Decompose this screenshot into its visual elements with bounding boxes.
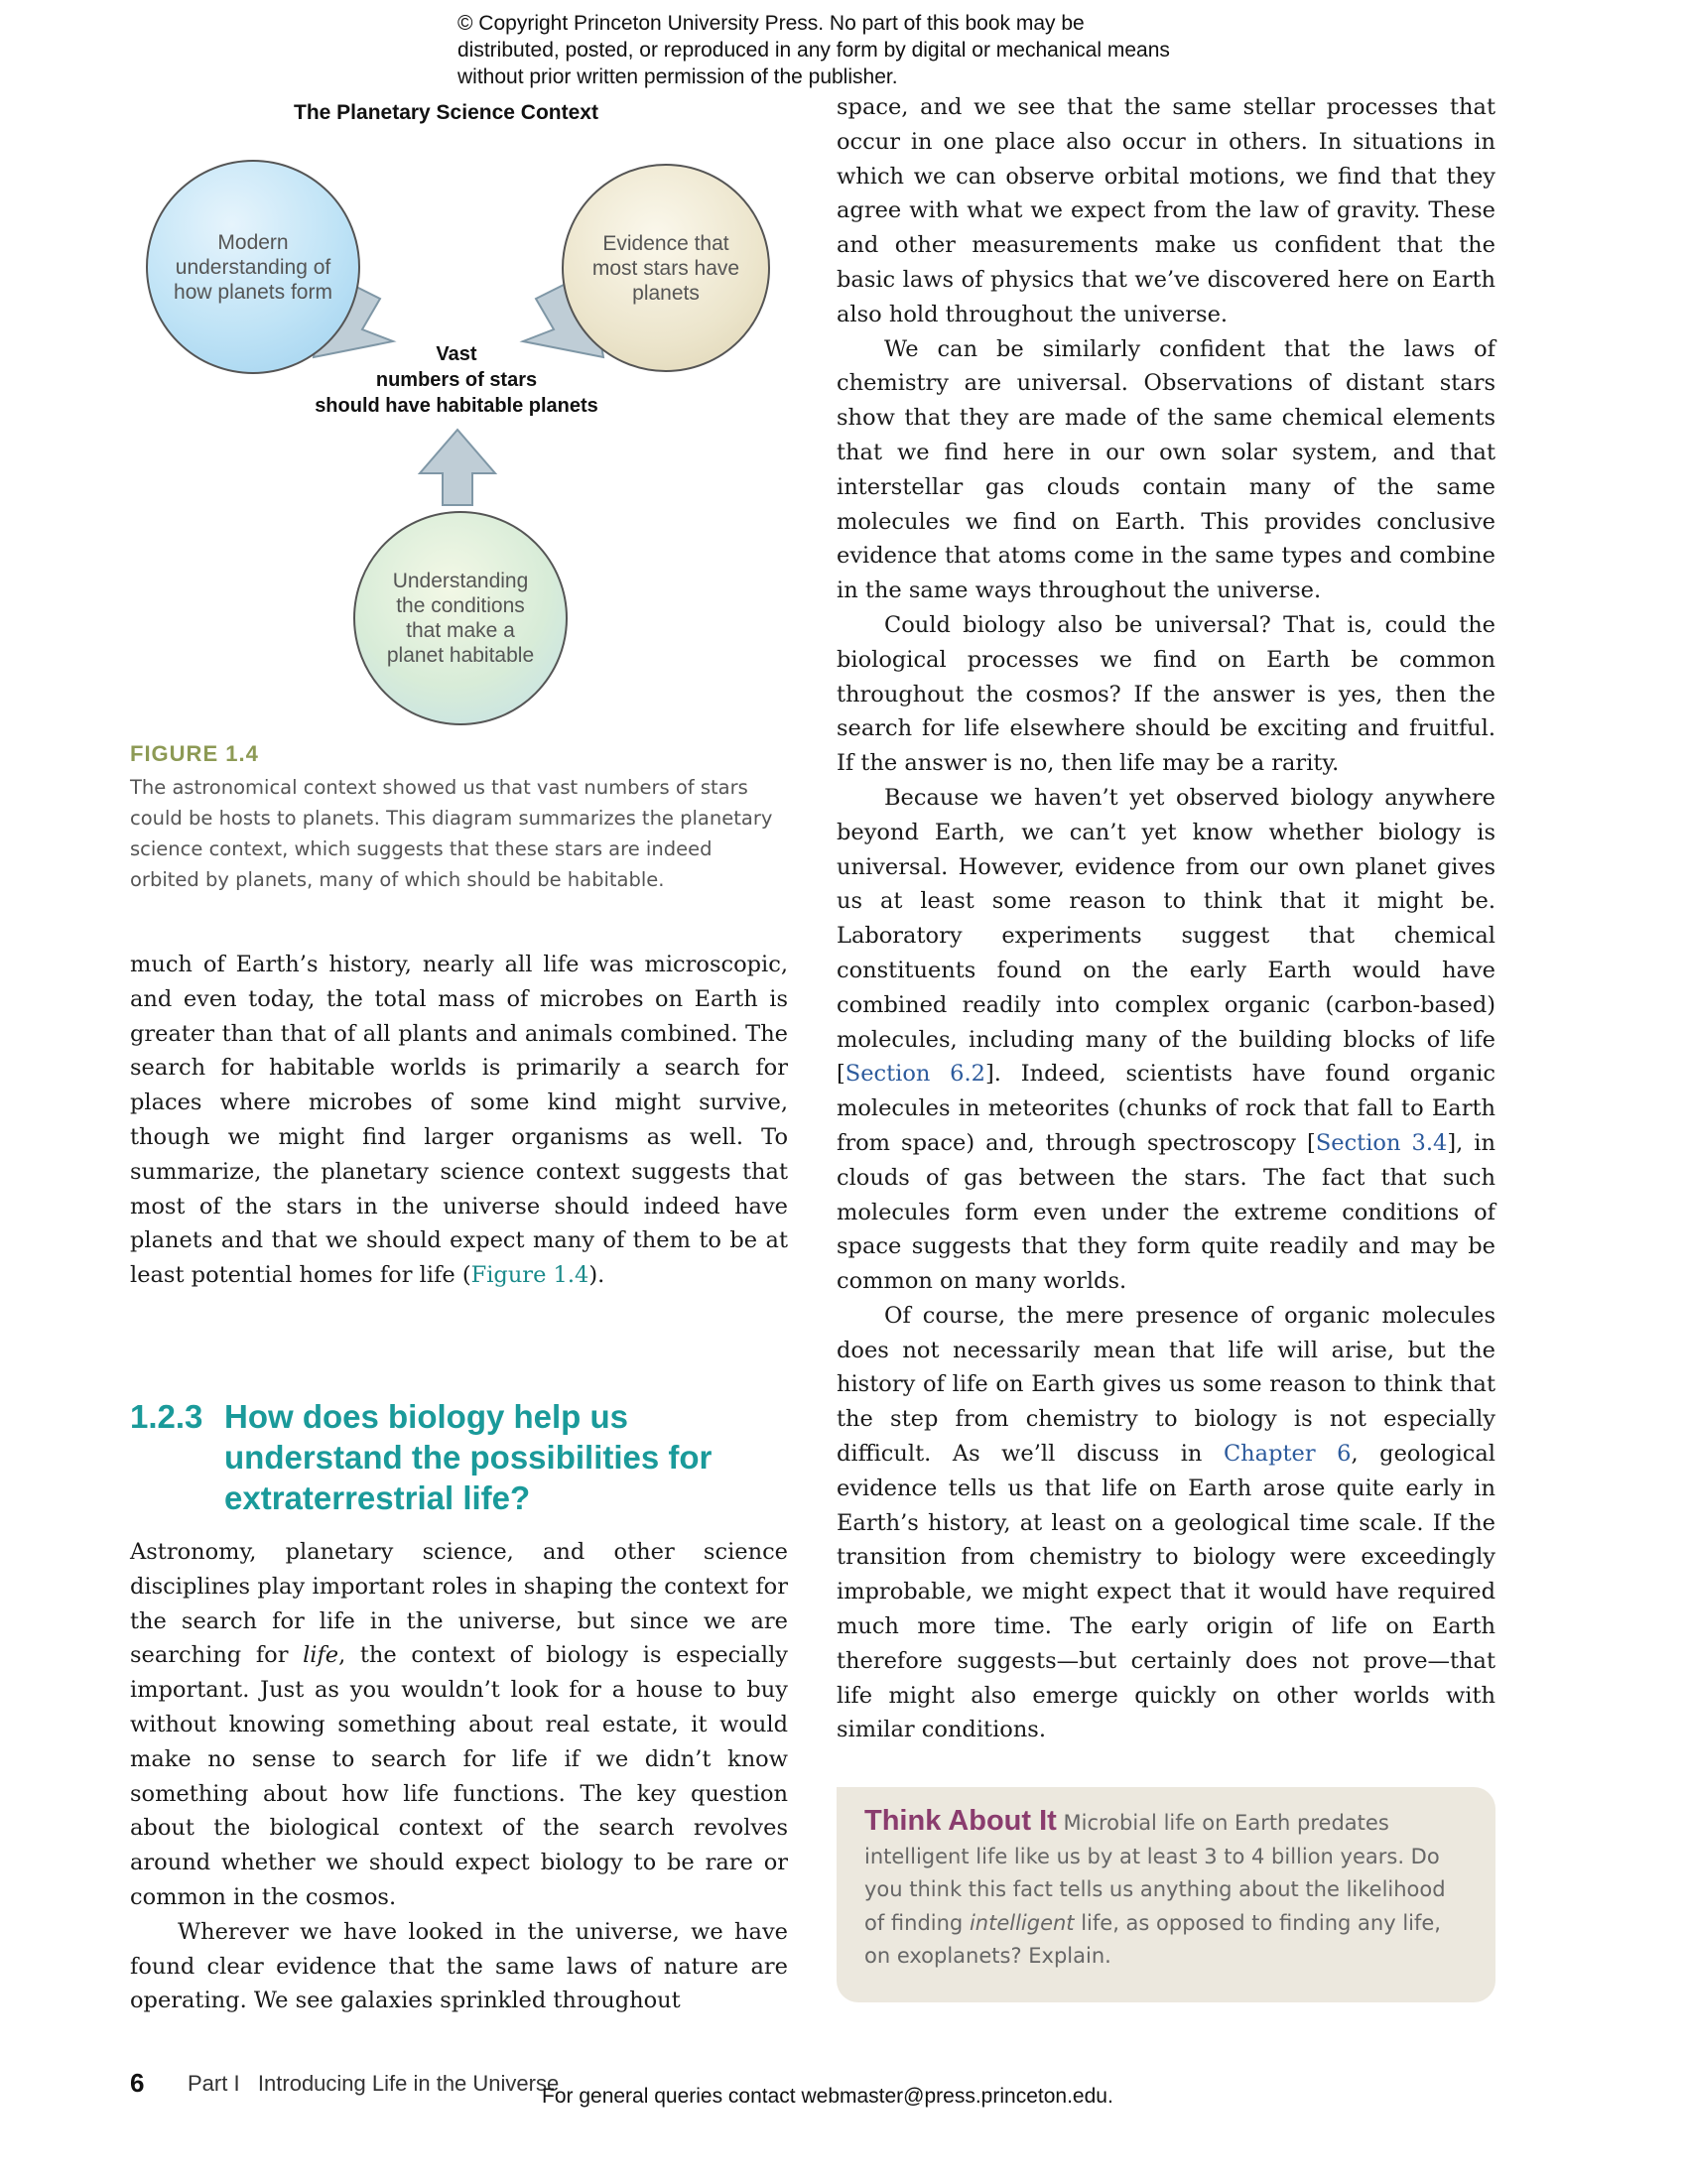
paragraph: Wherever we have looked in the universe, we have found clear evidence that the same laws of nature are operating. We see galaxies sprinkled throughout — [130, 1918, 788, 2014]
circle-habitability — [353, 511, 568, 725]
paragraph: We can be similarly confident that the laws of chemistry are universal. Observations of distant stars show that they are made of the same chemical elements that we find here in our own solar system, and that interstellar gas clouds contain many of the same molecules we find on Earth. This provides conclusive evidence that atoms come in the same types and combine in the same ways throughout the universe. — [837, 335, 1495, 604]
paragraph: Could biology also be universal? That is, could the biological processes we find on Earth be common throughout the cosmos? If the answer is yes, then the search for life elsewhere should be exciting and fruitful. If the answer is no, then life may be a rarity. — [837, 611, 1495, 777]
paragraph: Because we haven’t yet observed biology anywhere beyond Earth, we can’t yet know whether biology is universal. However, evidence from our own planet gives us at least some reason to think that it might be. Laboratory experiments suggest that chemical constituents found on the early Earth would have combined readily into complex organic (carbon-based) molecules, including many of the building blocks of life [Section 6.2]. Indeed, scientists have found organic molecules in meteorites (chunks of rock that fall to Earth from space) and, through spectroscopy [Section 3.4], in clouds of gas between the stars. The fact that such molecules form even under the extreme conditions of space suggests that they form quite readily and may be common on many worlds. — [837, 784, 1496, 1295]
paragraph: much of Earth’s history, nearly all life was microscopic, and even today, the total mass of microbes on Earth is greater than that of all plants and animals combined. The search for habitable worlds is primarily a search for places where microbes of some kind might survive, though we might find larger organisms as well. To summarize, the planetary science context suggests that most of the stars in the universe should indeed have planets and that we should expect many of them to be at least potential homes for life (Figure 1.4). — [130, 952, 788, 1289]
section-number: 1.2.3 — [130, 1398, 203, 1435]
left-column-bottom — [130, 1535, 788, 2018]
copyright-notice: © Copyright Princeton University Press. No part of this book may be distributed, posted, or reproduced in any form by digital or mechanical means without prior written permission of the publisher. — [457, 12, 1170, 88]
paragraph: Of course, the mere presence of organic molecules does not necessarily mean that life will arise, but the history of life on Earth gives us some reason to think that the step from chemistry to biology is not especially difficult. As we’ll discuss in Chapter 6, geological evidence tells us that life on Earth arose quite early in Earth’s history, at least on a geological time scale. If the transition from chemistry to biology were exceedingly improbable, we might expect that it would have required much more time. The early origin of life on Earth therefore suggests—but certainly does not prove—that life might also emerge quickly on other worlds with similar conditions. — [837, 1302, 1495, 1743]
paragraph: Astronomy, planetary science, and other science disciplines play important roles in shaping the context for the search for life in the universe, but since we are searching for life, the context of biology is especially important. Just as you wouldn’t look for a house to buy without knowing something about real estate, it would make no sense to search for life if we didn’t know something about how life functions. The key question about the biological context of the search revolves around whether we should expect biology to be rare or common in the cosmos. — [130, 1539, 788, 1910]
circle-left-label: Modern understanding of how planets form — [174, 230, 332, 304]
circle-bottom-label: Understanding the conditions that make a planet habitable — [386, 570, 535, 667]
think-about-it-title: Think About It — [864, 1805, 1057, 1837]
center-line-2: numbers of stars — [375, 369, 538, 391]
book-title: Introducing Life in the Universe — [257, 2071, 560, 2096]
figure-label: FIGURE 1.4 — [130, 741, 259, 766]
figure-title: The Planetary Science Context — [294, 101, 598, 124]
diagram-center-text — [288, 341, 625, 419]
think-about-it-box — [837, 1787, 1495, 2002]
right-column — [837, 90, 1495, 1747]
section-title: How does biology help us understand the possibilities for extraterrestrial life? — [224, 1398, 713, 1516]
page-number: 6 — [130, 2068, 145, 2098]
part-label: Part I — [188, 2071, 240, 2096]
left-column-top — [130, 948, 788, 1293]
circle-right-label: Evidence that most stars have planets — [591, 231, 740, 305]
figure-link[interactable]: Figure 1.4 — [470, 1262, 589, 1289]
center-line-1: Vast — [436, 343, 477, 365]
paragraph: space, and we see that the same stellar processes that occur in one place also occur in others. In situations in which we can observe orbital motions, we find that they agree with what we expect from the law of gravity. These and other measurements make us confident that the basic laws of physics that we’ve discovered here on Earth also hold throughout the universe. — [837, 94, 1495, 327]
center-line-3: should have habitable planets — [315, 395, 598, 417]
section-6-2-link[interactable]: Section 6.2 — [844, 1061, 985, 1088]
running-footer — [188, 2071, 559, 2097]
contact-notice: For general queries contact webmaster@press.princeton.edu. — [542, 2085, 1113, 2108]
chapter-6-link[interactable]: Chapter 6 — [1223, 1441, 1352, 1468]
think-about-it-text: Think About It Microbial life on Earth predates intelligent life like us by at least 3 to 4 billion years. Do you think this fact tells us anything about the likelihood of finding intelligent life, as opposed to finding any life, on exoplanets? Explain. — [864, 1805, 1446, 1968]
figure-caption: The astronomical context showed us that vast numbers of stars could be hosts to planets. This diagram summarizes the planetary science context, which suggests that these stars are indeed orbited by planets, many of which should be habitable. — [130, 776, 773, 891]
arrow-up-icon — [420, 430, 495, 505]
section-3-4-link[interactable]: Section 3.4 — [1315, 1129, 1448, 1156]
